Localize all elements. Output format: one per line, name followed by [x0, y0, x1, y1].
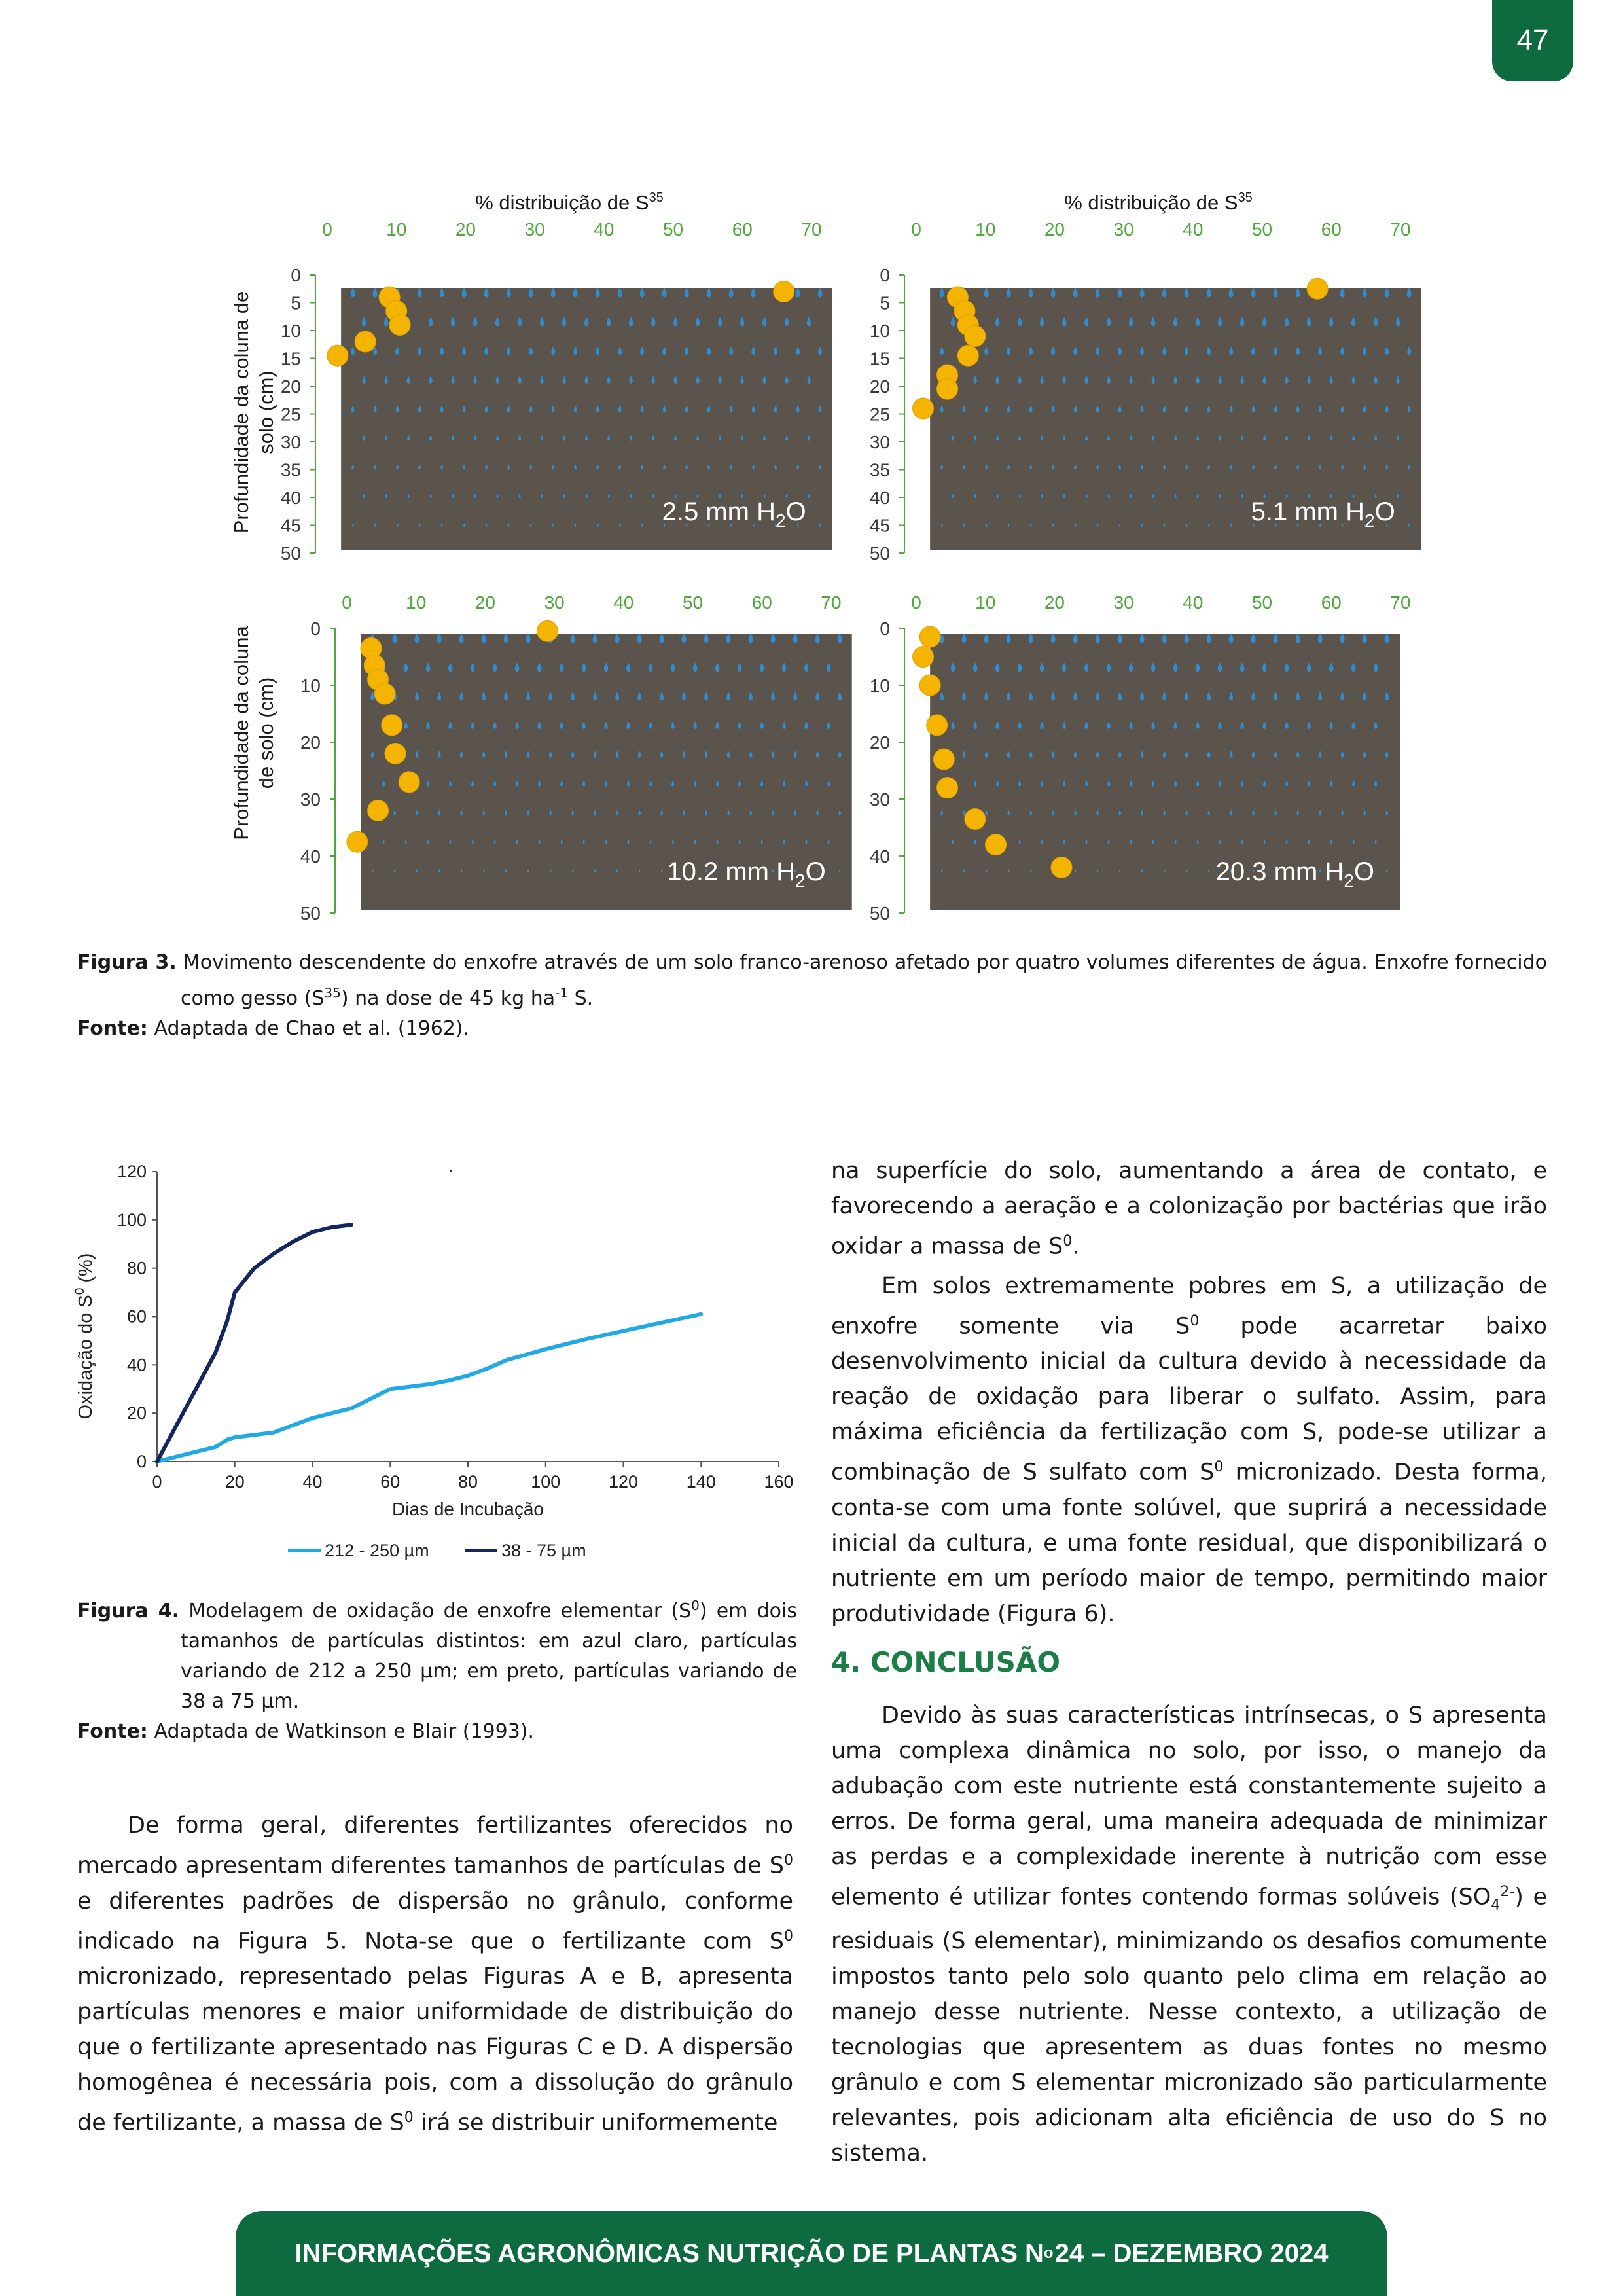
- x-tick-label: 30: [1113, 592, 1134, 613]
- figure3-panel-10-2mm: [281, 583, 897, 936]
- y-tick-label: 25: [869, 404, 890, 425]
- y-title-line-2: solo (cm): [255, 370, 277, 454]
- x-tick-label: 0: [911, 592, 921, 613]
- panel-label-end: O: [805, 857, 826, 886]
- data-point: [774, 281, 794, 302]
- caption-text: ) em dois tamanhos de partículas distintos: em azul claro, partículas variando de 212 a 250 µm; em preto, partículas variando de 38 a 75 µm.: [181, 1600, 797, 1713]
- figure3-panel-2-5mm: [262, 190, 877, 564]
- y-tick-label: 40: [280, 488, 301, 508]
- x-tick-label: 30: [544, 592, 565, 613]
- x-tick-label: 10: [975, 592, 996, 613]
- y-tick-label: 40: [300, 846, 321, 867]
- paragraph: [831, 1268, 1547, 1632]
- x-tick-label: 0: [152, 1472, 162, 1492]
- x-tick-label: 0: [322, 219, 332, 240]
- y-axis-label: [73, 1253, 96, 1420]
- x-axis-title: [1064, 190, 1253, 214]
- y-tick-label: 40: [869, 488, 890, 508]
- sup: 0: [784, 1928, 793, 1945]
- text: e diferentes padrões de dispersão no grânulo, conforme indicado na Figura 5. Nota-se que o fertilizante com S: [77, 1888, 793, 1955]
- y-tick-label: 0: [136, 1452, 147, 1471]
- caption-text: Movimento descendente do enxofre através de um solo franco-arenoso afetado por quatro volumes diferentes de água. Enxofre fornecido como gesso (S: [181, 951, 1547, 1010]
- x-tick-label: 30: [1113, 219, 1134, 240]
- x-tick-label: 50: [662, 219, 684, 240]
- panel-label-sub: 2: [1344, 870, 1354, 891]
- text: micronizado, representado pelas Figuras A e B, apresenta partículas menores e maior uniformidade de distribuição do que o fertilizante apresentado nas Figuras C e D. A dispersão homogênea é necessária pois, com a dissolução do grânulo de fertilizante, a massa de S: [77, 1964, 793, 2136]
- x-tick-label: 60: [732, 219, 753, 240]
- series-line-2: [157, 1225, 351, 1462]
- caption-text: S.: [568, 987, 594, 1010]
- x-tick-label: 40: [1183, 592, 1204, 613]
- data-point: [327, 345, 348, 366]
- panel-label-sub: 2: [1364, 511, 1375, 531]
- text: pode acarretar baixo desenvolvimento inicial da cultura devido à necessidade da reação de oxidação para liberar o sulfato. Assim, para máxima eficiência da fertilização com S, pode-se utilizar a combinação de S sulfato com S: [831, 1313, 1548, 1486]
- panel-label-text: 10.2 mm H: [667, 857, 796, 886]
- x-tick-label: 120: [608, 1472, 639, 1492]
- source-text: Adaptada de Watkinson e Blair (1993).: [154, 1720, 535, 1743]
- sup: 0: [784, 1852, 793, 1869]
- right-column-text-top: [831, 1153, 1547, 1632]
- y-tick-label: 0: [291, 265, 301, 285]
- x-axis-label: Dias de Incubação: [392, 1499, 544, 1519]
- x-tick-label: 0: [911, 219, 921, 240]
- left-column-text: [77, 1808, 793, 2141]
- footer-banner: [236, 2211, 1387, 2296]
- x-tick-label: 60: [751, 592, 772, 613]
- x-tick-label: 70: [821, 592, 842, 613]
- y-title-line-1: Profundidade da coluna de: [230, 291, 253, 534]
- panel-svg: [262, 190, 877, 564]
- data-point: [537, 620, 558, 641]
- source-label: Fonte:: [77, 1017, 148, 1040]
- x-tick-label: 10: [975, 219, 996, 240]
- y-tick-label: 35: [280, 459, 301, 480]
- y-tick-label: 0: [880, 265, 890, 285]
- y-tick-label: 50: [280, 543, 301, 564]
- legend-label: 38 - 75 µm: [501, 1541, 586, 1560]
- x-tick-label: 30: [524, 219, 545, 240]
- y-tick-label: 40: [869, 846, 890, 867]
- sup: 0: [1214, 1459, 1224, 1476]
- x-tick-label: 10: [406, 592, 427, 613]
- panel-label-end: O: [785, 497, 806, 526]
- y-axis-label-sup: 0: [73, 1287, 87, 1295]
- x-axis-title-sup: 35: [1238, 190, 1253, 205]
- y-tick-label: 120: [116, 1162, 147, 1181]
- y-title-line-1: Profundidade da coluna: [230, 626, 253, 840]
- data-point: [385, 743, 406, 764]
- x-axis-title-text: % distribuição de S: [1064, 191, 1238, 214]
- x-tick-label: 50: [1251, 219, 1273, 240]
- y-tick-label: 20: [869, 376, 890, 397]
- y-axis-label-end: (%): [75, 1253, 96, 1288]
- y-tick-label: 50: [869, 903, 890, 924]
- sup: 0: [404, 2109, 414, 2126]
- x-tick-label: 70: [1390, 592, 1411, 613]
- x-tick-label: 140: [686, 1472, 716, 1492]
- text: micronizado. Desta forma, conta-se com uma fonte solúvel, que suprirá a necessidade inicial da cultura, e uma fonte residual, que disponibilizará o nutriente em um período maior de tempo, permitindo maior produtividade (Figura 6).: [831, 1459, 1548, 1627]
- page-number: 47: [1492, 0, 1573, 81]
- y-tick-label: 20: [300, 732, 321, 753]
- y-tick-label: 40: [126, 1355, 147, 1375]
- panel-svg: [851, 190, 1466, 564]
- panel-svg: [851, 583, 1466, 936]
- x-tick-label: 0: [342, 592, 352, 613]
- x-axis-title: [475, 190, 664, 214]
- caption-text: ) na dose de 45 kg ha: [340, 987, 556, 1010]
- data-point: [937, 778, 958, 798]
- data-point: [919, 626, 940, 647]
- y-tick-label: 100: [116, 1210, 147, 1230]
- data-point: [368, 800, 389, 821]
- x-tick-label: 20: [455, 219, 476, 240]
- data-point: [382, 715, 402, 736]
- series-line-1: [157, 1314, 701, 1462]
- x-tick-label: 20: [474, 592, 496, 613]
- x-tick-label: 60: [380, 1472, 401, 1492]
- data-point: [913, 398, 934, 419]
- text: ) e residuais (S elementar), minimizando os desafios comumente impostos tanto pelo solo quanto pelo clima em relação ao manejo desse nutriente. Nesse contexto, a utilização de tecnologias que apresentem as duas fontes no mesmo grânulo e com S elementar micronizado são particularmente relevantes, pois adicionam alta eficiência de uso do S no sistema.: [831, 1884, 1547, 2166]
- y-tick-label: 10: [300, 675, 321, 696]
- x-tick-label: 40: [1183, 219, 1204, 240]
- text: .: [1072, 1233, 1080, 1260]
- x-tick-label: 70: [801, 219, 822, 240]
- y-tick-label: 50: [869, 543, 890, 564]
- x-tick-label: 100: [531, 1472, 561, 1492]
- x-axis-title-text: % distribuição de S: [475, 191, 649, 214]
- legend-label: 212 - 250 µm: [325, 1541, 429, 1560]
- data-point: [374, 683, 395, 704]
- x-tick-label: 20: [1044, 219, 1065, 240]
- y-tick-label: 5: [880, 293, 890, 314]
- footer-text: INFORMAÇÕES AGRONÔMICAS NUTRIÇÃO DE PLANTAS N: [294, 2238, 1044, 2268]
- sub: 4: [1491, 1897, 1501, 1914]
- y-tick-label: 0: [880, 619, 890, 639]
- section-title-conclusao: 4. CONCLUSÃO: [831, 1646, 1061, 1678]
- y-tick-label: 30: [869, 789, 890, 810]
- y-tick-label: 20: [869, 732, 890, 753]
- y-tick-label: 15: [869, 348, 890, 369]
- figure4-chart: [72, 1152, 812, 1584]
- y-tick-label: 80: [126, 1258, 147, 1278]
- data-point: [965, 326, 986, 347]
- x-tick-label: 20: [224, 1472, 245, 1492]
- x-tick-label: 160: [764, 1472, 794, 1492]
- caption-sup: 35: [324, 985, 341, 1001]
- data-point: [1051, 857, 1072, 878]
- y-tick-label: 60: [126, 1306, 147, 1327]
- y-tick-label: 45: [869, 515, 890, 536]
- y-tick-label: 10: [280, 321, 301, 341]
- x-tick-label: 10: [386, 219, 407, 240]
- source-text: Adaptada de Chao et al. (1962).: [154, 1017, 470, 1040]
- x-tick-label: 60: [1321, 219, 1342, 240]
- x-tick-label: 20: [1044, 592, 1065, 613]
- figure3-panel-5-1mm: [851, 190, 1466, 564]
- x-tick-label: 40: [302, 1472, 323, 1492]
- text: irá se distribuir uniformemente: [413, 2109, 778, 2136]
- y-tick-label: 5: [291, 293, 301, 314]
- data-point: [965, 808, 986, 829]
- data-point: [933, 749, 954, 770]
- x-tick-label: 70: [1390, 219, 1411, 240]
- panel-label-sub: 2: [776, 511, 786, 531]
- source-label: Fonte:: [77, 1720, 148, 1743]
- panel-label-text: 2.5 mm H: [662, 497, 776, 526]
- panel-label-end: O: [1374, 497, 1395, 526]
- figure4-line-chart: [72, 1152, 812, 1584]
- caption-text: Modelagem de oxidação de enxofre elementar (S: [188, 1600, 692, 1623]
- y-tick-label: 20: [280, 376, 301, 397]
- figure3-caption: [77, 948, 1547, 1044]
- data-point: [389, 315, 410, 336]
- text: Devido às suas características intrínsecas, o S apresenta uma complexa dinâmica no solo, por isso, o manejo da adubação com este nutriente está constantemente sujeito a erros. De forma geral, uma maneira adequada de minimizar as perdas e a complexidade inerente à nutrição com esse elemento é utilizar fontes contendo formas solúveis (SO: [831, 1702, 1547, 1910]
- y-tick-label: 20: [126, 1403, 147, 1424]
- x-tick-label: 40: [594, 219, 615, 240]
- text: na superfície do solo, aumentando a área de contato, e favorecendo a aeração e a colonização por bactérias que irão oxidar a massa de S: [831, 1158, 1547, 1260]
- y-tick-label: 30: [300, 789, 321, 810]
- paragraph: [831, 1153, 1547, 1265]
- data-point: [927, 715, 948, 736]
- y-title-line-2: de solo (cm): [255, 677, 277, 789]
- y-tick-label: 50: [300, 903, 321, 924]
- y-tick-label: 45: [280, 515, 301, 536]
- right-column-text-bottom: [831, 1698, 1547, 2171]
- y-tick-label: 30: [280, 432, 301, 452]
- y-tick-label: 10: [869, 675, 890, 696]
- panel-label-sub: 2: [795, 870, 806, 891]
- text: Em solos extremamente pobres em S, a utilização de enxofre somente via S: [831, 1272, 1547, 1340]
- panel-label-end: O: [1353, 857, 1374, 886]
- figure3-panel-20-3mm: [851, 583, 1466, 936]
- y-tick-label: 25: [280, 404, 301, 425]
- data-point: [1307, 278, 1328, 299]
- y-axis-label-text: Oxidação do S: [75, 1295, 96, 1420]
- y-tick-label: 10: [869, 321, 890, 341]
- paragraph: [77, 1808, 793, 2141]
- x-tick-label: 40: [613, 592, 634, 613]
- panel-label-text: 20.3 mm H: [1215, 857, 1344, 886]
- x-tick-label: 50: [682, 592, 704, 613]
- x-axis-title-sup: 35: [649, 190, 664, 205]
- data-point: [986, 834, 1007, 855]
- figure4-caption: [77, 1590, 797, 1747]
- panel-label-text: 5.1 mm H: [1251, 497, 1365, 526]
- footer-sup: o: [1043, 2244, 1054, 2262]
- y-tick-label: 15: [280, 348, 301, 369]
- caption-sup: 0: [691, 1598, 700, 1613]
- figure-label: Figura 3.: [77, 951, 177, 974]
- text: De forma geral, diferentes fertilizantes oferecidos no mercado apresentam diferentes tamanhos de partículas de S: [77, 1812, 793, 1879]
- data-point: [347, 831, 368, 852]
- sup: 2-: [1500, 1884, 1515, 1900]
- y-tick-label: 35: [869, 459, 890, 480]
- paragraph: [831, 1698, 1547, 2171]
- x-tick-label: 50: [1251, 592, 1273, 613]
- y-tick-label: 30: [869, 432, 890, 452]
- data-point: [937, 378, 958, 399]
- data-point: [913, 647, 934, 668]
- sup: 0: [1063, 1233, 1073, 1249]
- y-tick-label: 0: [310, 619, 321, 639]
- chart-dot: .: [448, 1155, 454, 1175]
- data-point: [919, 675, 940, 696]
- sup: 0: [1190, 1312, 1200, 1329]
- data-point: [957, 345, 978, 366]
- panel-svg: [281, 583, 897, 936]
- caption-sup: -1: [555, 985, 569, 1001]
- figure-label: Figura 4.: [77, 1600, 180, 1623]
- footer-text: 24 – DEZEMBRO 2024: [1054, 2238, 1329, 2268]
- x-tick-label: 60: [1321, 592, 1342, 613]
- figure3-y-axis-title-bottom: [229, 609, 279, 857]
- data-point: [355, 331, 376, 352]
- data-point: [399, 772, 419, 793]
- x-tick-label: 80: [457, 1472, 478, 1492]
